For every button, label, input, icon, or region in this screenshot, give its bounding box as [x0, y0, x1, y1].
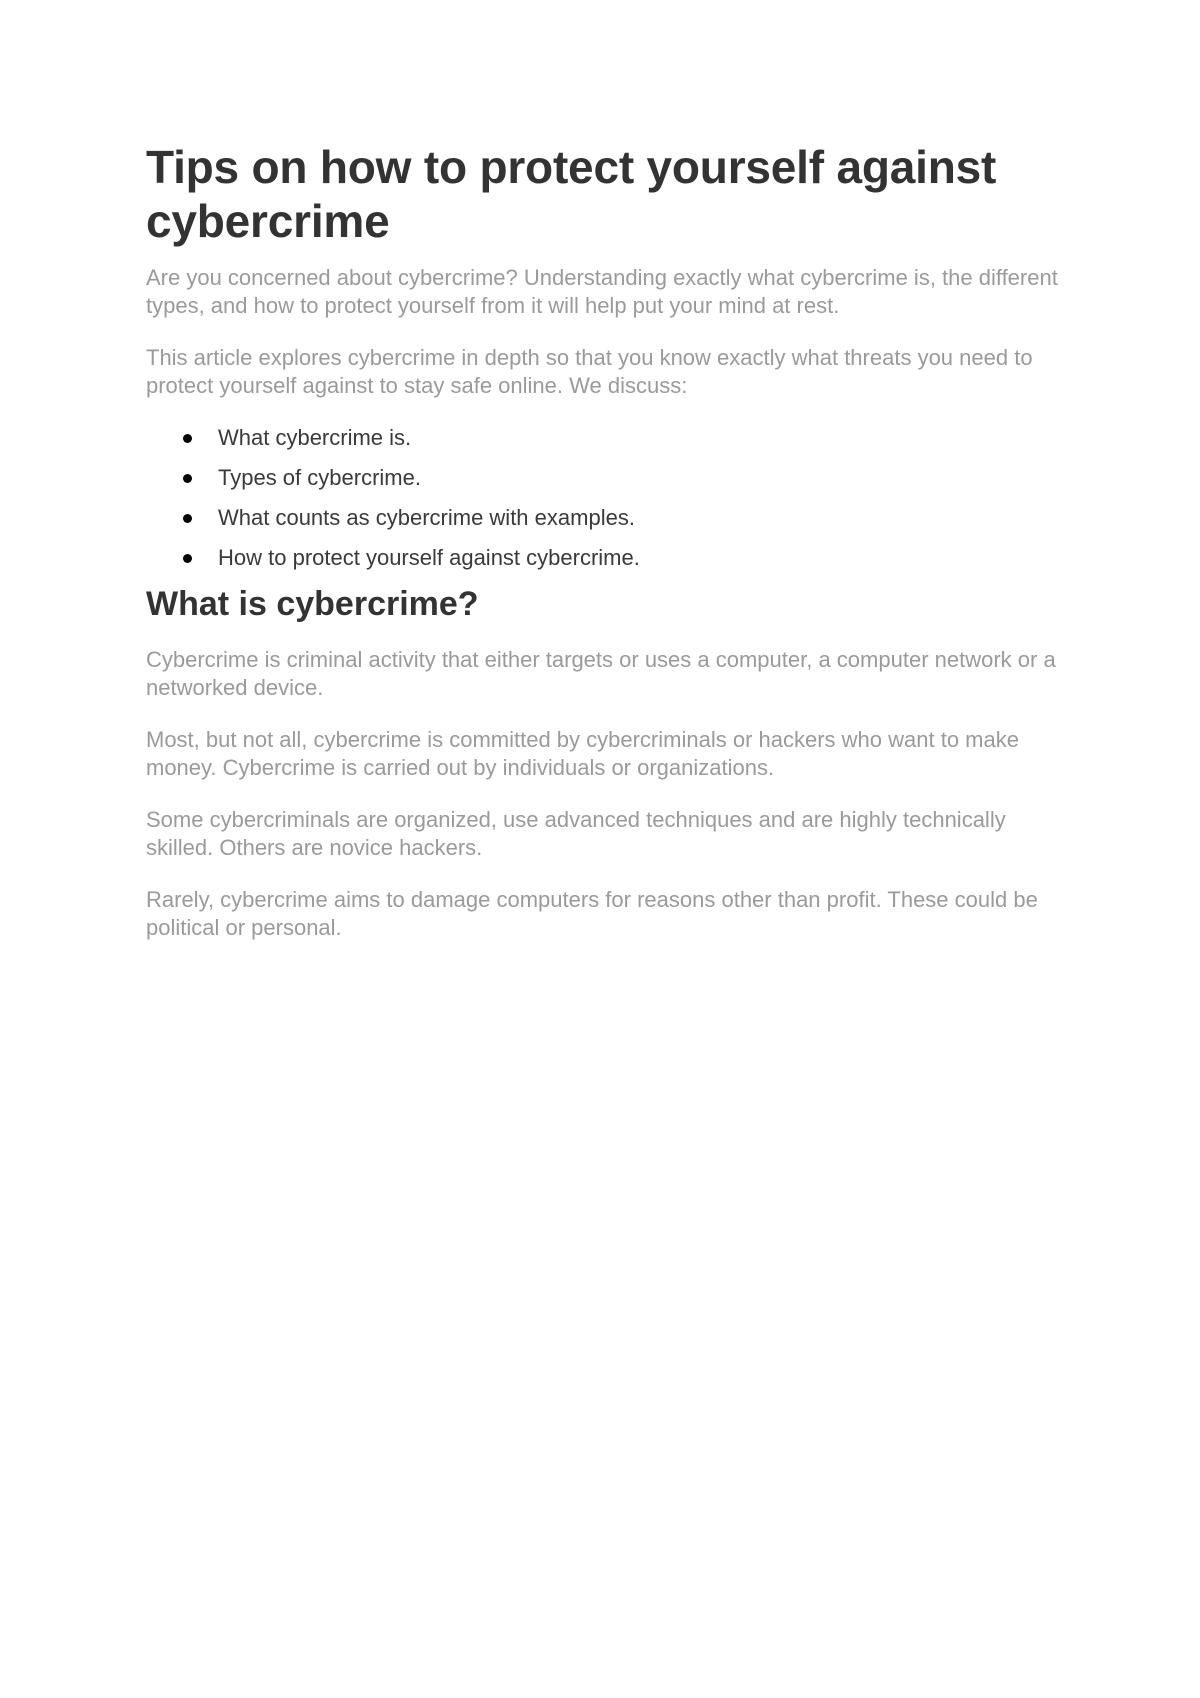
bullet-dot-icon: [183, 514, 192, 523]
bullet-dot-icon: [183, 474, 192, 483]
section-paragraph-2: Most, but not all, cybercrime is committed by cybercriminals or hackers who want to make money. Cybercrime is carried out by individuals or organizations.: [146, 727, 1019, 780]
intro-paragraph-2: This article explores cybercrime in depth so that you know exactly what threats you need to protect yourself against to stay safe online. We discuss:: [146, 345, 1033, 398]
bullet-item: [146, 464, 1066, 492]
bullet-dot-icon: [183, 554, 192, 563]
section-paragraph-3: Some cybercriminals are organized, use advanced techniques and are highly technically skilled. Others are novice hackers.: [146, 807, 1006, 860]
bullet-item: [146, 424, 1066, 452]
bullet-dot-icon: [183, 434, 192, 443]
bullet-text: How to protect yourself against cybercrime.: [218, 545, 640, 570]
bullet-item: [146, 544, 1066, 572]
bullet-text: Types of cybercrime.: [218, 465, 421, 490]
bullet-text: What cybercrime is.: [218, 425, 412, 450]
section-paragraph-4: Rarely, cybercrime aims to damage computers for reasons other than profit. These could be political or personal.: [146, 887, 1038, 940]
bullet-text: What counts as cybercrime with examples.: [218, 505, 635, 530]
topics-bullet-list: [146, 424, 1066, 572]
intro-paragraph-1: Are you concerned about cybercrime? Understanding exactly what cybercrime is, the different types, and how to protect yourself from it will help put your mind at rest.: [146, 265, 1058, 318]
section-paragraph-1: Cybercrime is criminal activity that either targets or uses a computer, a computer network or a networked device.: [146, 647, 1056, 700]
document-page: [146, 140, 1066, 966]
section-heading: What is cybercrime?: [146, 585, 479, 623]
document-title: Tips on how to protect yourself against cybercrime: [146, 141, 997, 247]
bullet-item: [146, 504, 1066, 532]
